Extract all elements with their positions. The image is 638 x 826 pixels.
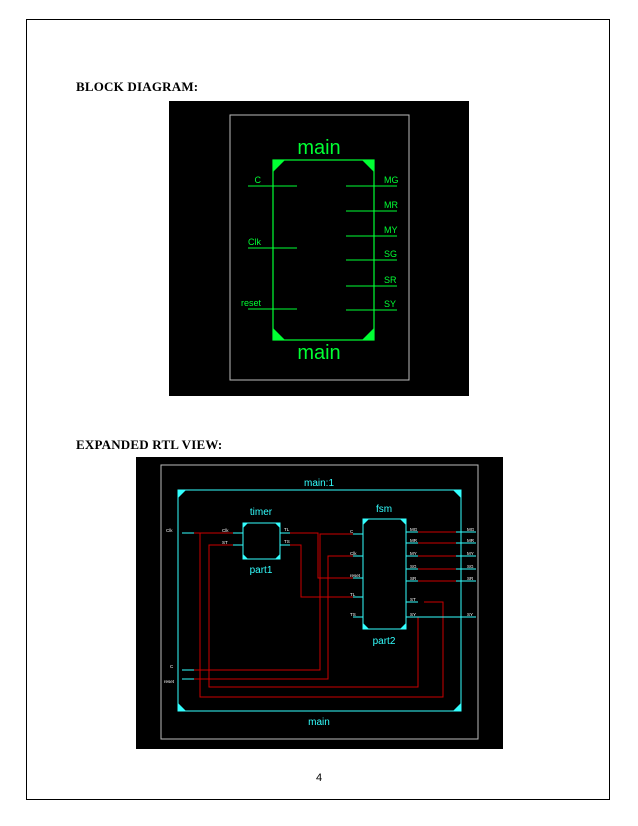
fsm-input-label: C [350, 529, 354, 534]
timer-out-tl: TL [284, 527, 290, 532]
timer-block [222, 507, 290, 576]
rtl-right-ports [418, 527, 476, 617]
fsm-name: fsm [375, 504, 393, 515]
timer-in-st: ST [222, 540, 228, 545]
fsm-input-label: TS [350, 612, 356, 617]
fsm-output-label: MG [410, 527, 418, 532]
block-title-bottom: main [297, 342, 341, 364]
block-diagram-panel [169, 101, 469, 396]
corner-br [362, 328, 374, 340]
rtl-corner-br [453, 703, 461, 711]
wire-st [209, 545, 418, 687]
rtl-top-title: main:1 [303, 478, 335, 489]
block-input-label: reset [240, 298, 261, 308]
port-c: C [170, 664, 174, 669]
timer-out-ts: TS [284, 539, 290, 544]
block-input-label: C [254, 175, 261, 185]
timer-in-clk: Clk [222, 528, 229, 533]
block-diagram-svg [169, 101, 469, 396]
block-output-label: MG [384, 175, 399, 185]
fsm-inputs [350, 529, 363, 617]
timer-instance: part1 [249, 565, 273, 576]
fsm-block [350, 504, 418, 647]
block-inputs [241, 175, 297, 309]
rtl-corner-bl [178, 703, 186, 711]
rtl-bottom-title: main [308, 717, 330, 728]
rtl-port-label: SG [467, 564, 474, 569]
corner-tl [273, 160, 285, 172]
fsm-output-label: ST [410, 597, 416, 602]
fsm-output-label: SG [410, 564, 417, 569]
port-clk: Clk [166, 528, 173, 533]
fsm-output-label: SR [410, 576, 417, 581]
block-output-label: SG [384, 249, 398, 259]
rtl-port-label: MR [467, 538, 474, 543]
block-output-label: MY [384, 225, 398, 235]
fsm-input-label: reset [350, 573, 361, 578]
timer-name: timer [249, 507, 273, 518]
rtl-view-heading: EXPANDED RTL VIEW: [76, 437, 223, 452]
block-input-label: Clk [248, 237, 261, 247]
corner-bl [273, 328, 285, 340]
block-outputs [346, 175, 399, 310]
rtl-port-label: MY [467, 551, 474, 556]
fsm-output-label: MY [410, 551, 417, 556]
block-output-label: MR [384, 200, 398, 210]
rtl-corner-tl [178, 490, 186, 498]
block-diagram-heading: BLOCK DIAGRAM: [76, 79, 199, 94]
port-reset: reset [164, 679, 175, 684]
fsm-input-label: Clk [350, 551, 357, 556]
wire-clk-fsm [200, 533, 443, 697]
fsm-instance: part2 [372, 636, 396, 647]
fsm-output-label: SY [410, 612, 417, 617]
fsm-output-label: MR [410, 538, 417, 543]
rtl-port-label: SR [467, 576, 474, 581]
rtl-port-label: MG [467, 527, 475, 532]
fsm-input-label: TL [350, 592, 356, 597]
rtl-view-svg [136, 457, 503, 749]
corner-tr [362, 160, 374, 172]
rtl-corner-tr [453, 490, 461, 498]
block-title-top: main [297, 137, 341, 159]
fsm-outputs [406, 527, 418, 617]
rtl-port-label: SY [467, 612, 474, 617]
block-output-label: SY [384, 299, 397, 309]
rtl-left-ports [164, 528, 194, 684]
main-block-body [273, 160, 374, 340]
page-number: 4 [315, 772, 323, 784]
block-output-label: SR [384, 275, 397, 285]
rtl-view-panel [136, 457, 503, 749]
